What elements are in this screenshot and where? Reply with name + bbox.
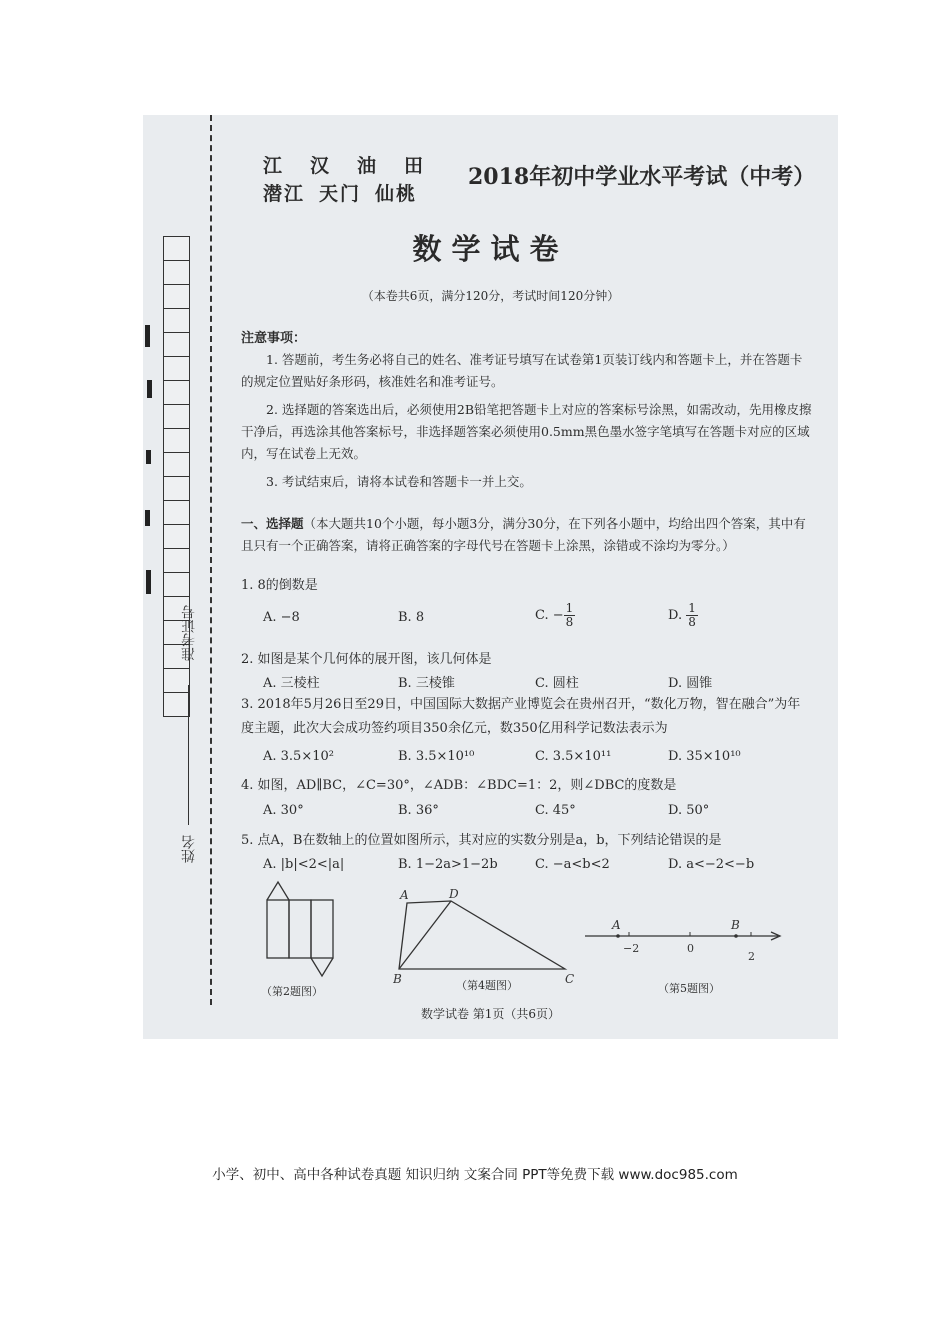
q2-option-b: B. 三棱锥 (398, 676, 455, 691)
note-3: 3. 考试结束后，请将本试卷和答题卡一并上交。 (266, 474, 532, 489)
question-2-stem: 2. 如图是某个几何体的展开图，该几何体是 (241, 652, 492, 667)
fig5-label-minus2: −2 (623, 942, 640, 955)
q1-option-a: A. −8 (263, 610, 300, 625)
fig2-prism-net (258, 880, 348, 980)
fig5-label-a: A (612, 918, 621, 932)
fig4-label-a: A (400, 888, 409, 902)
ticket-number-label: 准考证号 (181, 605, 197, 661)
exam-paper-photo (143, 115, 838, 1039)
q4-option-c: C. 45° (535, 803, 576, 818)
question-5-stem: 5. 点A，B在数轴上的位置如图所示，其对应的实数分别是a，b，下列结论错误的是 (241, 833, 722, 848)
q3-option-d: D. 35×10¹⁰ (668, 749, 741, 764)
region-names: 江 汉 油 田 潜江 天门 仙桃 (263, 155, 426, 205)
fig5-label-zero: 0 (687, 942, 694, 955)
fig5-label-b: B (731, 918, 740, 932)
q4-option-b: B. 36° (398, 803, 439, 818)
q4-option-a: A. 30° (263, 803, 304, 818)
q4-option-d: D. 50° (668, 803, 710, 818)
fig4-label-c: C (565, 972, 575, 985)
question-1-stem: 1. 8的倒数是 (241, 578, 318, 593)
scan-mark (146, 570, 151, 594)
question-3-stem: 3. 2018年5月26日至29日，中国国际大数据产业博览会在贵州召开，“数化万物，智在融合”为年度主题，此次大会成功签约项目350余亿元，数350亿用科学记数法表示为 (241, 697, 801, 736)
fig4-label-d: D (449, 887, 459, 901)
q2-option-c: C. 圆柱 (535, 676, 579, 691)
q1-option-b: B. 8 (398, 610, 425, 625)
scan-mark (146, 450, 151, 464)
q3-option-a: A. 3.5×10² (263, 749, 334, 764)
section-title: 一、选择题 (241, 516, 304, 531)
site-footer: 小学、初中、高中各种试卷真题 知识归纳 文案合同 PPT等免费下载 www.doc985.com (212, 1167, 738, 1183)
fig2-caption: （第2题图） (261, 985, 323, 998)
notes-title: 注意事项： (241, 331, 307, 346)
q3-option-c: C. 3.5×10¹¹ (535, 749, 612, 764)
paper-info: （本卷共6页，满分120分，考试时间120分钟） (361, 289, 620, 303)
section-desc: （本大题共10个小题，每小题3分，满分30分，在下列各小题中，均给出四个答案，其中有且只有一个正确答案，请将正确答案的字母代号在答题卡上涂黑，涂错或不涂均为零分。） (241, 516, 806, 553)
exam-title: 2018年初中学业水平考试（中考） (468, 164, 816, 190)
scan-mark (147, 380, 152, 398)
q5-option-d: D. a<−2<−b (668, 857, 755, 872)
q1-option-c: C. − $\frac{1}{8}$ (535, 601, 574, 629)
q5-option-c: C. −a<b<2 (535, 857, 610, 872)
q3-option-b: B. 3.5×10¹⁰ (398, 749, 475, 764)
scan-mark (145, 510, 150, 526)
fig4-trapezoid (393, 885, 583, 985)
fig5-number-line (583, 915, 788, 965)
name-underline (188, 715, 189, 825)
fig5-caption: （第5题图） (658, 982, 720, 995)
q5-option-b: B. 1−2a>1−2b (398, 857, 498, 872)
fig4-label-b: B (393, 972, 402, 985)
q2-option-a: A. 三棱柱 (263, 676, 320, 691)
q5-option-a: A. |b|<2<|a| (263, 857, 345, 872)
question-4-stem: 4. 如图，AD∥BC，∠C=30°，∠ADB：∠BDC=1：2，则∠DBC的度数是 (241, 778, 677, 793)
q1-option-d: D. $\frac{1}{8}$ (668, 601, 696, 629)
paper-page-footer: 数学试卷 第1页（共6页） (420, 1007, 561, 1021)
scan-mark (145, 325, 150, 347)
section-header (241, 513, 813, 557)
fig4-caption: （第4题图） (456, 979, 518, 992)
name-label: 姓名 (181, 835, 197, 863)
note-2: 2. 选择题的答案选出后，必须使用2B铅笔把答题卡上对应的答案标号涂黑，如需改动，先用橡皮擦干净后，再选涂其他答案标号，非选择题答案必须使用0.5mm黑色墨水签字笔填写在答题卡对应的区域内，写在试卷上无效。 (241, 402, 812, 461)
paper-title: 数学试卷 (412, 232, 569, 266)
q2-option-d: D. 圆锥 (668, 676, 713, 691)
fig5-label-two: 2 (748, 950, 755, 963)
note-1: 1. 答题前，考生务必将自己的姓名、准考证号填写在试卷第1页装订线内和答题卡上，并在答题卡的规定位置贴好条形码，核准姓名和准考证号。 (241, 352, 803, 389)
